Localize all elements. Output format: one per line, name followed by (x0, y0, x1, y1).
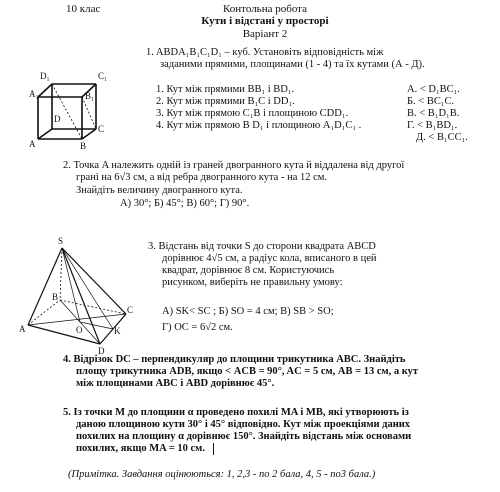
doc-variant: Варіант 2 (242, 28, 288, 40)
pyramid-label: D (98, 346, 105, 356)
task1-answer: Б. < BC₁C. (407, 96, 455, 107)
text-cursor (213, 443, 214, 455)
doc-title: Контольна робота (223, 3, 307, 15)
task5-text: похилих на площину α дорівнює 150°. Знайдіть відстань між основами (76, 431, 412, 442)
task2-text: 2. Точка A належить одній із граней двогранного кута й віддалена від другої (63, 160, 405, 171)
task4-text: площу трикутника ADB, якщо < ACB = 90°, AC = 5 см, AB = 13 см, а кут (76, 366, 419, 377)
cube-label: C (98, 124, 105, 134)
pyramid-height (62, 248, 80, 322)
task3-text: квадрат, дорівнює 8 см. Користуючись (162, 265, 335, 276)
task3-text: дорівнює 4√5 см, а радіус кола, вписаного в цей (162, 253, 377, 264)
pyramid-label: A (19, 324, 26, 334)
pyramid-label: O (76, 325, 83, 335)
task3-text: рисунком, виберіть не правильну умову: (162, 277, 343, 288)
pyramid-edge (62, 248, 126, 314)
task4-text: між площинами ABC і ABD дорівнює 45°. (76, 378, 275, 389)
cube-label: B₁ (85, 91, 95, 101)
pyramid-apothem (62, 248, 113, 329)
task2-text: грані на 6√3 см, а від ребра двогранного кута - на 12 см. (76, 172, 328, 183)
task5-text: похилих, якщо MA = 10 см. (76, 443, 205, 454)
task1-answer: Г. < B₁BD₁. (407, 120, 458, 131)
task1-intro: заданими прямими, площинами (1 - 4) та їх кутами (А - Д). (160, 59, 425, 70)
task3-answers: Г) OC = 6√2 см. (162, 322, 233, 333)
pyramid-hidden-edge (28, 300, 60, 325)
pyramid-hidden-edge (60, 248, 62, 300)
task1-question: 3. Кут між прямою C₁B і площиною CDD₁. (156, 108, 349, 119)
cube-label: D₁ (40, 71, 50, 81)
pyramid-base (28, 325, 100, 344)
grade-label: 10 клас (66, 3, 101, 15)
pyramid-edge (28, 248, 62, 325)
task5-text: даною площиною кути 30° і 45° відповідно. Кут між проекціями даних (76, 419, 411, 430)
task4-text: 4. Відрізок DC – перпендикуляр до площини трикутника ABC. Знайдіть (63, 354, 406, 365)
pyramid-diagonal (28, 314, 126, 325)
task2-answers: А) 30°; Б) 45°; В) 60°; Г) 90°. (120, 198, 250, 209)
grading-note: (Примітка. Завдання оцінюються: 1, 2,3 - по 2 бала, 4, 5 - по3 бала.) (68, 469, 376, 480)
task1-answer: А. < D₁BC₁. (407, 84, 460, 95)
task1-answer: В. < B₁D₁B. (407, 108, 460, 119)
task3-text: 3. Відстань від точки S до сторони квадрата ABCD (148, 241, 376, 252)
cube-label: A₁ (29, 89, 39, 99)
task1-question: 2. Кут між прямими B₁C і DD₁. (156, 96, 295, 107)
task1-answer: Д. < B₁CC₁. (416, 132, 468, 143)
task1-question: 4. Кут між прямою B D₁ і площиною A₁D₁C₁ . (156, 120, 362, 131)
task2-text: Знайдіть величину двогранного кута. (76, 185, 243, 196)
pyramid-label: C (127, 305, 134, 315)
pyramid-hidden-edge (60, 300, 126, 314)
task3-answers: А) SK< SC ; Б) SO = 4 см; В) SB > SO; (162, 306, 334, 317)
pyramid-label: K (114, 326, 121, 336)
task5-text: 5. Із точки M до площини α проведено похилі MA і MB, які утворюють із (63, 407, 409, 418)
pyramid-diagonal (60, 300, 100, 344)
pyramid-label: B (52, 292, 59, 302)
cube-label: C₁ (98, 71, 108, 81)
cube-label: A (29, 139, 36, 149)
cube-label: D (54, 114, 61, 124)
task1-question: 1. Кут між прямими BB₁ і BD₁. (156, 84, 295, 95)
doc-topic: Кути і відстані у просторі (201, 15, 329, 27)
pyramid-label: S (58, 236, 64, 246)
cube-label: B (80, 141, 87, 151)
task1-intro: 1. ABDA₁B₁C₁D₁ – куб. Установіть відповідність між (146, 47, 384, 58)
